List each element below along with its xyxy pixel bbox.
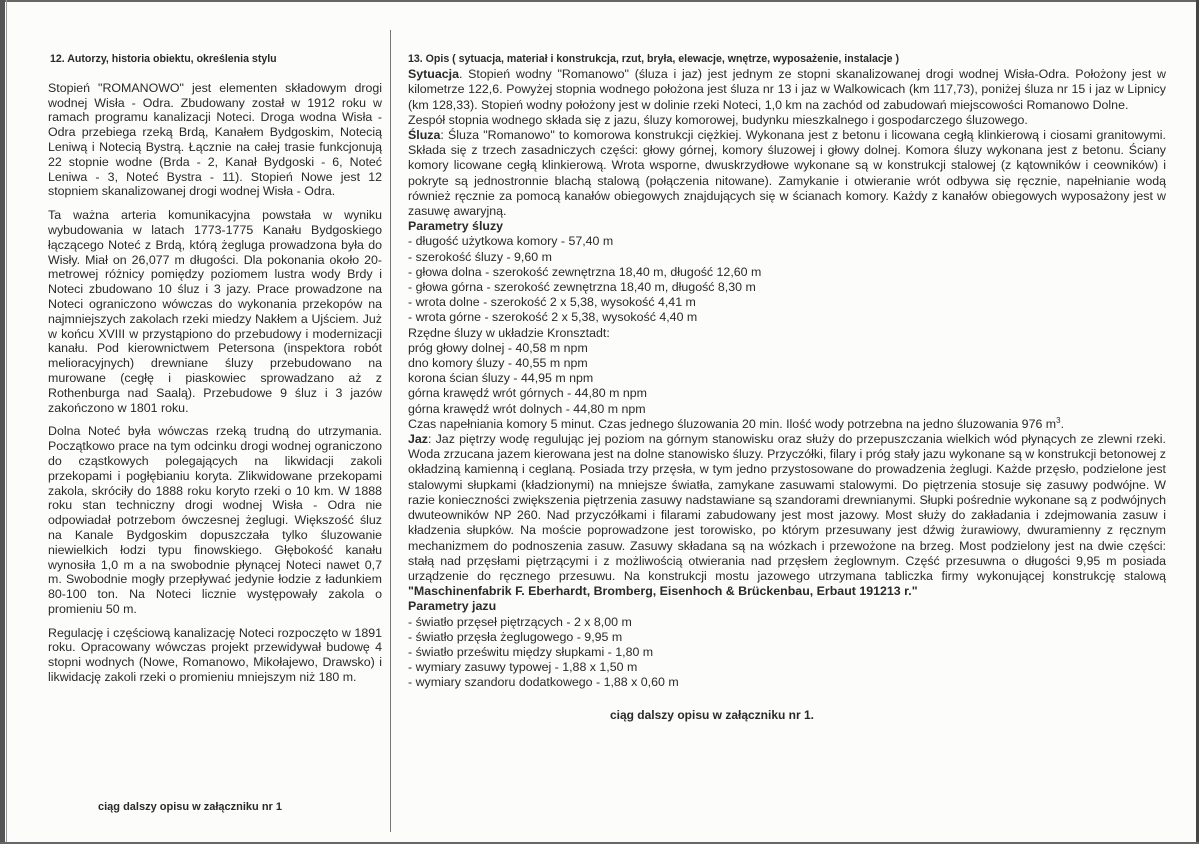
lock-paragraph — [408, 128, 1166, 219]
elevation-item: próg głowy dolnej - 40,58 m npm — [408, 340, 588, 355]
frame-top — [0, 0, 1199, 2]
lock-param-item: - głowa dolna - szerokość zewnętrzna 18,40 m, długość 12,60 m — [408, 264, 762, 279]
section-13-title: 13. Opis ( sytuacja, materiał i konstrukcja, rzut, bryła, elewacje, wnętrze, wyposażenie, instalacje ) — [408, 53, 900, 65]
lock-param-item: - głowa górna - szerokość zewnętrzna 18,40 m, długość 8,30 m — [408, 280, 756, 295]
description-column — [408, 52, 1166, 723]
weir-label: Jaz — [408, 432, 428, 447]
column-divider — [390, 30, 391, 832]
weir-text: : Jaz piętrzy wodę regulując jej poziom na górnym stanowisku oraz służy do przepuszczania wielkich wód płynących ze zlewni rzeki. Woda zrzucana jazem kierowana jest na dolne stanowisko śluzy. Przyczółki, filary i próg stały jazu wykonane są w konstrukcji betonowej z okładziną kamienną i ceglaną. Posiada trzy przęsła, w tym jedno przystosowane do prowadzenia żeglugi. Każde przęsło, podzielone jest stalowymi słupkami (kładzionymi) na mniejsze światła, zamykane zasuwami stalowymi. Do piętrzenia stosuje się zasuwy podwójne. W razie konieczności zwiększenia piętrzenia zasuwy nadstawiane są szandorami drewnianymi. Słupki pośrednie wykonane są z podwójnych dwuteowników NP 260. Nad przyczółkami i filarami zabudowany jest most jazowy. Most służy do zakładania i zdejmowania zasuw i kładzenia słupków. Na moście poprowadzone jest torowisko, po którym przesuwany jest dźwig żurawiowy, dwuramienny z ręcznym mechanizmem do podnoszenia zasuw. Zasuwy składana są na wózkach i przewożone na brzeg. Most podzielony jest na dwie części: stałą nad przęsłami piętrzącymi i z możliwością otwierania nad przęsłem żeglownym. Część przesuwna o długości 9,95 m posiada urządzenie do ręcznego przesuwu. Na konstrukcji mostu jazowego utrzymana tabliczka firmy wykonującej konstrukcję stalową — [408, 432, 1166, 583]
lock-param-item: - wrota dolne - szerokość 2 x 5,38, wysokość 4,41 m — [408, 295, 696, 310]
weir-param-item: - wymiary szandoru dodatkowego - 1,88 x 0,60 m — [408, 675, 679, 690]
manufacturer-plate-text: "Maschinenfabrik F. Eberhardt, Bromberg, Eisenhoch & Brückenbau, Erbaut 191213 r." — [408, 584, 918, 599]
elevations-heading: Rzędne śluzy w układzie Kronsztadt: — [408, 325, 610, 340]
frame-left — [0, 0, 5, 844]
elevation-item: korona ścian śluzy - 44,95 m npm — [408, 371, 594, 386]
history-paragraph: Regulację i częściową kanalizację Noteci rozpoczęto w 1891 roku. Opracowany wówczas projekt przewidywał budowę 4 stopni wodnych (Nowe, Romanowo, Mikołajewo, Drawsko) i likwidację zakoli rzeki o promieniu mniejszym niż 180 m. — [48, 625, 382, 685]
lock-param-item: - długość użytkowa komory - 57,40 m — [408, 234, 614, 249]
continued-note-left: ciąg dalszy opisu w załączniku nr 1 — [98, 801, 283, 813]
lock-label: Śluza — [408, 128, 441, 143]
situation-text: . Stopień wodny "Romanowo" (śluza i jaz) jest jednym ze stopni skanalizowanej drogi wodnej Wisła-Odra. Położony jest w kilometrze 122,6. Powyżej stopnia wodnego położona jest śluza nr 13 i jaz w Walkowicach (km 117,73), poniżej śluza nr 15 i jaz w Lipnicy (km 128,33). Stopień wodny położony jest w dolinie rzeki Noteci, 1,0 km na zachód od zabudowań miejscowości Romanowo Dolne. — [408, 67, 1166, 112]
elevation-item: górna krawędź wrót górnych - 44,80 m npm — [408, 386, 647, 401]
filling-time-line: Czas napełniania komory 5 minut. Czas jednego śluzowania 20 min. Ilość wody potrzebna na jedno śluzowania 976 $m^3$. — [408, 415, 1065, 431]
history-paragraph: Stopień "ROMANOWO" jest elementen składowym drogi wodnej Wisła - Odra. Zbudowany został w 1912 roku w ramach programu kanalizacji Noteci. Droga wodna Wisła - Odra przebiega rzeką Brdą, Kanałem Bydgoskim, Notecią Leniwą i Notecią Bystrą. Łącznie na całej trasie funkcjonują 22 stopnie wodne (Brda - 2, Kanał Bydgoski - 6, Noteć Leniwa - 3, Noteć Bystra - 11). Stopień Nowe jest 12 stopniem skanalizowanej drogi wodnej Wisła - Odra. — [48, 80, 382, 199]
elevation-item: dno komory śluzy - 40,55 m npm — [408, 356, 588, 371]
history-column — [48, 52, 382, 813]
lock-param-item: - szerokość śluzy - 9,60 m — [408, 249, 552, 264]
weir-paragraph — [408, 432, 1166, 599]
weir-params-heading: Parametry jazu — [408, 599, 497, 614]
history-paragraph: Dolna Noteć była wówczas rzeką trudną do utrzymania. Początkowo prace na tym odcinku drogi wodnej ograniczono do cząstkowych polegających na likwidacji zakoli przekopami i pogłębianiu koryta. Zlikwidowane przekopami zakola, skróciły do 1888 roku koryto rzeki o 10 km. W 1888 roku stan techniczny drogi wodnej Wisła - Odra nie odpowiadał potrzebom ówczesnej żeglugi. Większość śluz na Kanale Bydgoskim dopuszczała tylko śluzowanie niewielkich łodzi typu finowskiego. Głębokość kanału wynosiła 1,0 m a na swobodnie płynącej Noteci nawet 0,7 m. Swobodnie mogły przepływać jedynie łodzie z ładunkiem 80-100 ton. Na Noteci licznie występowały zakola o promieniu 50 m. — [48, 424, 382, 616]
weir-param-item: - światło przęsła żeglugowego - 9,95 m — [408, 629, 623, 644]
situation-paragraph — [408, 67, 1166, 113]
lock-text: : Śluza "Romanowo" to komorowa konstrukcji ciężkiej. Wykonana jest z betonu i licowana cegłą klinkierową i ciosami granitowymi. Składa się z trzech zasadniczych części: głowy górnej, komory śluzowej i głowy dolnej. Komora śluzy wykonana jest z betonu. Ściany komory licowane cegłą klinkierową. Wrota wsporne, dwuskrzydłowe wykonane są w konstrukcji stalowej (z kątowników i ceowników) i pokryte są jednostronnie blachą stalową (połączenia nitowane). Zamykanie i otwieranie wrót odbywa się ręcznie, napełnianie wodą również ręcznie za pomocą kanałów obiegowych znajdujących się w ścianach komory. Każdy z kanałów obiegowych wyposażony jest w zasuwę awaryjną. — [408, 128, 1166, 219]
complex-paragraph: Zespół stopnia wodnego składa się z jazu, śluzy komorowej, budynku mieszkalnego i gospodarczego śluzowego. — [408, 112, 1028, 127]
weir-param-item: - światło przęseł piętrzących - 2 x 8,00 m — [408, 614, 632, 629]
situation-label: Sytuacja — [408, 67, 459, 82]
weir-param-item: - światło prześwitu między słupkami - 1,80 m — [408, 644, 654, 659]
frame-left-inner — [6, 0, 7, 844]
lock-params-heading: Parametry śluzy — [408, 219, 504, 234]
lock-param-item: - wrota górne - szerokość 2 x 5,38, wysokość 4,40 m — [408, 310, 698, 325]
history-paragraph: Ta ważna arteria komunikacyjna powstała w wyniku wybudowania w latach 1773-1775 Kanału Bydgoskiego łączącego Noteć z Brdą, którą żegluga prowadzona była do Wisły. Miał on 26,077 m długości. Dla pokonania około 20-metrowej różnicy pomiędzy poziomem lustra wody Brdy i Noteci zbudowano 10 śluz i 3 jazy. Prace prowadzone na Noteci ograniczono wówczas do wykonania przekopów na najmniejszych zakolach rzeki miedzy Nakłem a Ujściem. Już w końcu XVIII w przystąpiono do przebudowy i modernizacji kanału. Pod kierownictwem Petersona (inspektora robót melioracyjnych) drewniane śluzy przebudowano na murowane (cegłę i piaskowiec sprowadzano aż z Rothenburga nad Saalą). Przebudowe 9 śluz i 3 jazów zakończono w 1801 roku. — [48, 208, 382, 415]
continued-note-right: ciąg dalszy opisu w załączniku nr 1. — [609, 707, 815, 722]
section-12-title: 12. Autorzy, historia obiektu, określenia stylu — [50, 53, 277, 65]
elevation-item: górna krawędź wrót dolnych - 44,80 m npm — [408, 401, 646, 416]
weir-param-item: - wymiary zasuwy typowej - 1,88 x 1,50 m — [408, 660, 638, 675]
